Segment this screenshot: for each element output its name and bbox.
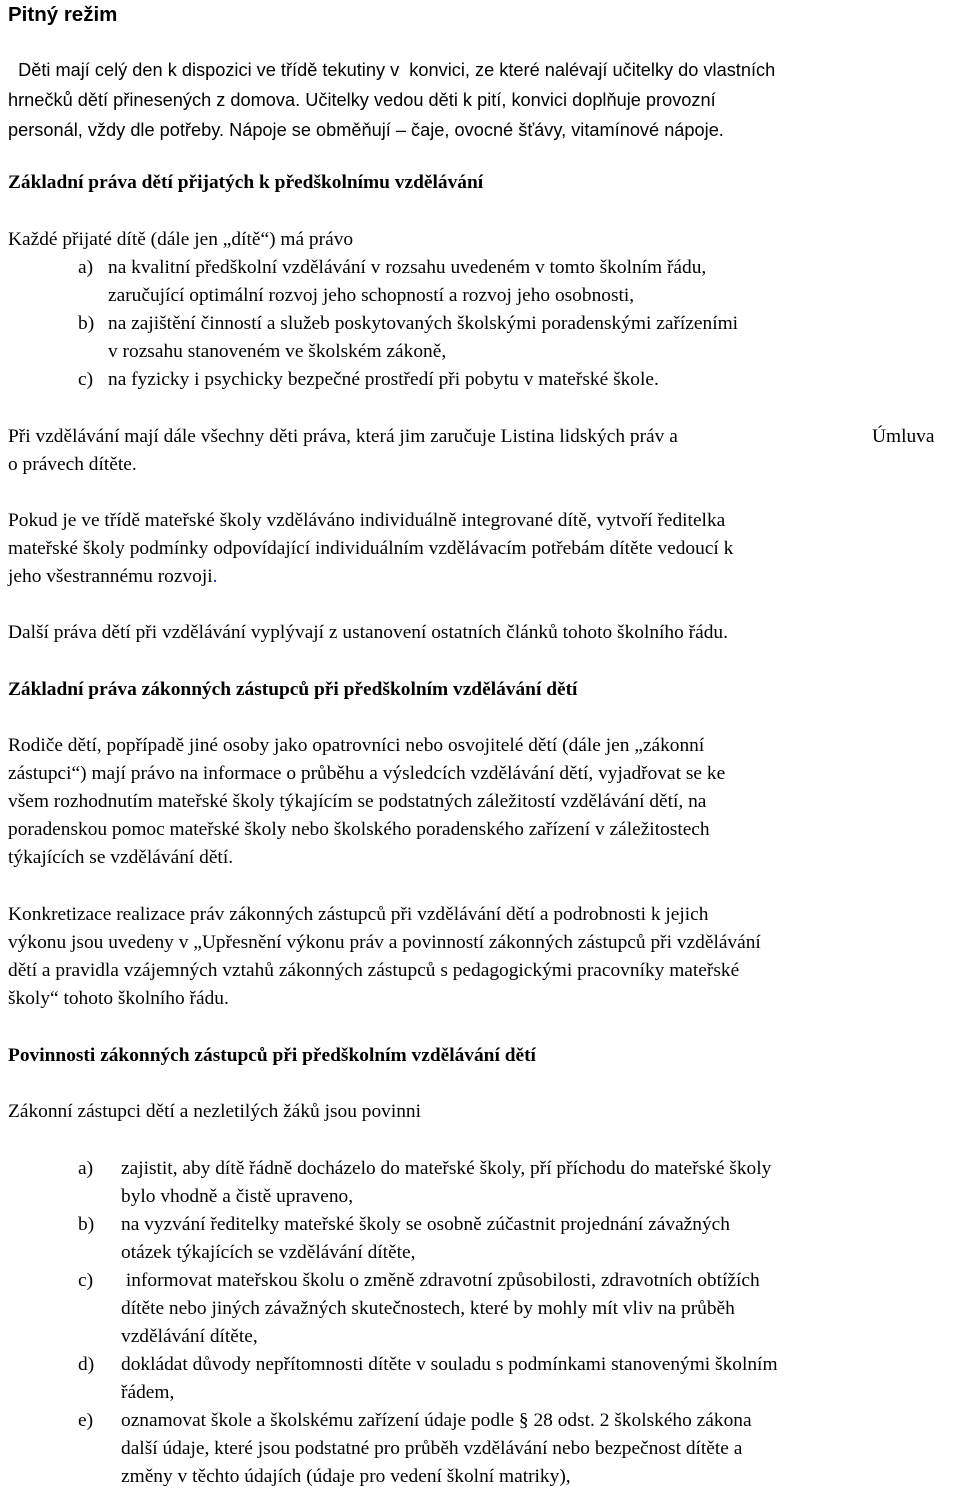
list-item-text: zaručující optimální rozvoj jeho schopností a rozvoj jeho osobnosti, — [108, 285, 635, 306]
povinnosti-intro: Zákonní zástupci dětí a nezletilých žáků jsou povinni — [8, 1101, 422, 1122]
rodice-text-line: Rodiče dětí, popřípadě jiné osoby jako opatrovníci nebo osvojitelé dětí (dále jen „zákonní — [8, 735, 705, 756]
pokud-text-line — [8, 564, 217, 590]
pokud-text-line: Pokud je ve třídě mateřské školy vzděláváno individuálně integrované dítě, vytvoří ředitelka — [8, 510, 726, 531]
list-item-label: c) — [78, 369, 94, 390]
list-item-text: zajistit, aby dítě řádně docházelo do mateřské školy, pří příchodu do mateřské školy — [121, 1158, 772, 1179]
list-item-text: oznamovat škole a školskému zařízení údaje podle § 28 odst. 2 školského zákona — [121, 1410, 752, 1431]
list-item-text: na fyzicky i psychicky bezpečné prostředí při pobytu v mateřské škole. — [108, 369, 659, 390]
section-heading-prava-zastupcu: Základní práva zákonných zástupců při předškolním vzdělávání dětí — [8, 679, 578, 700]
konkretizace-text-line: školy“ tohoto školního řádu. — [8, 988, 229, 1009]
listina-text-end: Úmluva — [872, 426, 935, 447]
rodice-text-line: poradenskou pomoc mateřské školy nebo školského poradenského zařízení v záležitostech — [8, 819, 710, 840]
list-item-text: další údaje, které jsou podstatné pro průběh vzdělávání nebo bezpečnost dítěte a — [121, 1438, 743, 1459]
list-item-text: otázek týkajících se vzdělávání dítěte, — [121, 1242, 416, 1263]
list-item-label: b) — [78, 313, 95, 334]
list-item-label: c) — [78, 1270, 94, 1291]
pitny-text-line: Děti mají celý den k dispozici ve třídě tekutiny v konvici, ze které nalévají učitelky do vlastních — [8, 60, 776, 80]
konkretizace-text-line: výkonu jsou uvedeny v „Upřesnění výkonu práv a povinností zákonných zástupců při vzdělávání — [8, 932, 761, 953]
list-item-label: e) — [78, 1410, 94, 1431]
list-item-text: informovat mateřskou školu o změně zdravotní způsobilosti, zdravotních obtížích — [121, 1270, 760, 1291]
list-item-text: bylo vhodně a čistě upraveno, — [121, 1186, 354, 1207]
list-item-text: dítěte nebo jiných závažných skutečnostech, které by mohly mít vliv na průběh — [121, 1298, 735, 1319]
pokud-text: jeho všestrannému rozvoji — [8, 566, 213, 587]
list-item-text: změny v těchto údajích (údaje pro vedení školní matriky), — [121, 1466, 571, 1487]
pokud-text-line: mateřské školy podmínky odpovídající individuálním vzdělávacím potřebám dítěte vedoucí k — [8, 538, 734, 559]
section-heading-pitny-rezim: Pitný režim — [8, 3, 118, 26]
list-item-text: na zajištění činností a služeb poskytovaných školskými poradenskými zařízeními — [108, 313, 739, 334]
list-item-label: a) — [78, 1158, 94, 1179]
dalsi-prava-text: Další práva dětí při vzdělávání vyplývají z ustanovení ostatních článků tohoto školního řádu. — [8, 622, 728, 643]
section-heading-povinnosti: Povinnosti zákonných zástupců při předškolním vzdělávání dětí — [8, 1045, 536, 1066]
list-item-text: dokládat důvody nepřítomnosti dítěte v souladu s podmínkami stanovenými školním — [121, 1354, 778, 1375]
listina-text-line: o právech dítěte. — [8, 454, 137, 475]
rodice-text-line: všem rozhodnutím mateřské školy týkajícím se podstatných záležitostí vzdělávání dětí, na — [8, 791, 707, 812]
list-item-label: d) — [78, 1354, 95, 1375]
list-item-text: vzdělávání dítěte, — [121, 1326, 258, 1347]
list-item-label: a) — [78, 257, 94, 278]
rodice-text-line: týkajících se vzdělávání dětí. — [8, 847, 234, 868]
list-item-text: řádem, — [121, 1382, 175, 1403]
konkretizace-text-line: dětí a pravidla vzájemných vztahů zákonných zástupců s pedagogickými pracovníky mateřské — [8, 960, 740, 981]
konkretizace-text-line: Konkretizace realizace práv zákonných zástupců při vzdělávání dětí a podrobnosti k jejich — [8, 904, 709, 925]
pitny-text-line: hrnečků dětí přinesených z domova. Učitelky vedou děti k pití, konvici doplňuje provozní — [8, 90, 716, 110]
list-item-label: b) — [78, 1214, 95, 1235]
listina-text-line: Při vzdělávání mají dále všechny děti práva, která jim zaručuje Listina lidských práv a — [8, 426, 678, 447]
section-heading-prava-deti: Základní práva dětí přijatých k předškolnímu vzdělávání — [8, 172, 484, 193]
pokud-period: . — [212, 566, 218, 587]
pitny-text-line: personál, vždy dle potřeby. Nápoje se obměňují – čaje, ovocné šťávy, vitamínové nápoje. — [8, 120, 724, 140]
list-item-text: na vyzvání ředitelky mateřské školy se osobně zúčastnit projednání závažných — [121, 1214, 730, 1235]
rodice-text-line: zástupci“) mají právo na informace o průběhu a výsledcích vzdělávání dětí, vyjadřovat se ke — [8, 763, 726, 784]
prava-deti-intro: Každé přijaté dítě (dále jen „dítě“) má právo — [8, 229, 354, 250]
list-item-text: na kvalitní předškolní vzdělávání v rozsahu uvedeném v tomto školním řádu, — [108, 257, 707, 278]
list-item-text: v rozsahu stanoveném ve školském zákoně, — [108, 341, 447, 362]
